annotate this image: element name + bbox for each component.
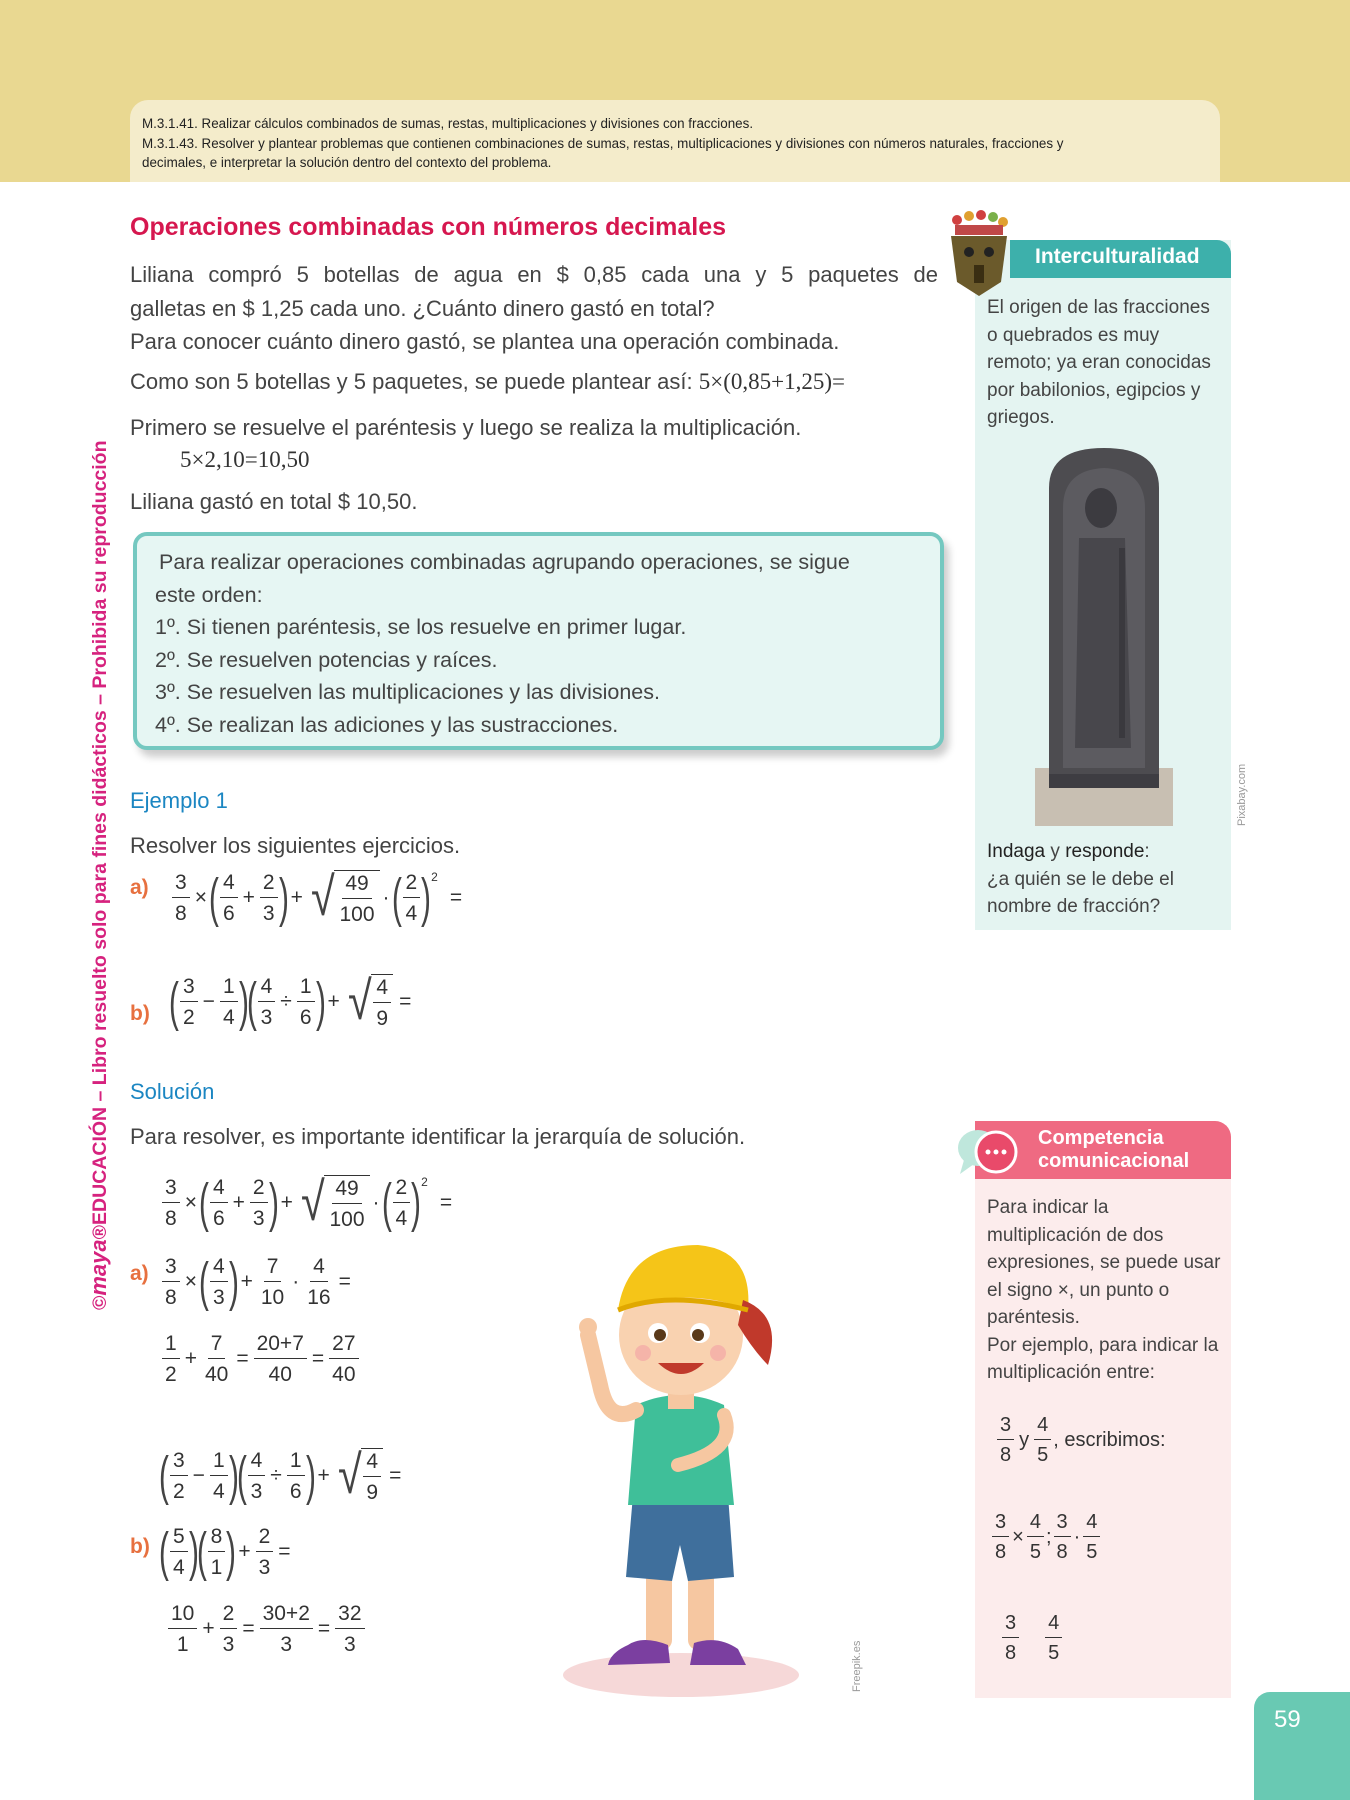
page-number: 59 <box>1254 1692 1350 1800</box>
babylonian-stele-image <box>1035 448 1173 826</box>
objective-2-cont: decimales, e interpretar la solución dentro del contexto del problema. <box>142 155 552 170</box>
intercultural-text: El origen de las fracciones o quebrados es muy remoto; ya eran conocidas por babilonios, egipcios y griegos. <box>987 297 1211 428</box>
multiplication-result: 5×2,10=10,50 <box>180 447 310 472</box>
problem-answer: Liliana gastó en total $ 10,50. <box>130 489 418 514</box>
solution-a-label: a) <box>130 1262 149 1285</box>
solution-instruction: Para resolver, es importante identificar la jerarquía de solución. <box>130 1124 746 1149</box>
speech-bubble-icon <box>956 1124 1020 1180</box>
order-of-operations-box: Para realizar operaciones combinadas agrupando operaciones, se sigue este orden: 1º. Si tienen paréntesis, se los resuelve en primer lugar. 2º. Se resuelven potencias y raíces. 3º. Se resuelven las multiplicaciones y las divisiones. 4º. Se realizan las adiciones y las sustracciones. <box>133 532 944 750</box>
combined-expression: 5×(0,85+1,25)= <box>698 369 845 394</box>
parentheses-notation-example: $\frac{3}{8}$ $\frac{4}{5}$ <box>1000 1613 1064 1663</box>
example-instruction: Resolver los siguientes ejercicios. <box>130 833 461 858</box>
exercise-a-expression: $\frac{3}{8}$ × ( $\frac{4}{6}$ + $\frac{2}{3}$ ) + √ $\frac{49}{100}$ · ( $\frac{2}{4}$ ) 2 = <box>170 870 465 925</box>
solution-b-step-1: ( $\frac{3}{2}$ − $\frac{1}{4}$ ) ( $\frac{4}{3}$ ÷ $\frac{1}{6}$ ) + √ $\frac{4}{9}$ = <box>159 1445 402 1506</box>
intercultural-question: Indaga y responde: ¿a quién se le debe el nombre de fracción? <box>987 841 1174 917</box>
copyright-notice: ©maya®EDUCACIÓN – Libro resuelto solo para fines didácticos – Prohibida su reproducción <box>86 440 111 1310</box>
multiplication-notation-example: $\frac{3}{8}$ × $\frac{4}{5}$ ; $\frac{3}{8}$ · $\frac{4}{5}$ <box>990 1512 1102 1562</box>
brand-logo: maya <box>86 1239 111 1296</box>
rule-item: 2º. Se resuelven potencias y raíces. <box>155 647 498 672</box>
pixabay-credit: Pixabay.com <box>1236 763 1248 826</box>
objective-2: M.3.1.43. Resolver y plantear problemas que contienen combinaciones de sumas, restas, multiplicaciones y divisiones con números naturales, fracciones y <box>142 135 1064 151</box>
boy-illustration <box>548 1215 818 1705</box>
example-heading: Ejemplo 1 <box>130 788 228 813</box>
problem-line-3: Para conocer cuánto dinero gastó, se plantea una operación combinada. <box>130 329 840 354</box>
exercise-b-label: b) <box>130 1002 150 1025</box>
intercultural-title: Interculturalidad <box>1010 240 1231 278</box>
communication-text: Para indicar la multiplicación de dos expresiones, se puede usar el signo ×, un punto o paréntesis. Por ejemplo, para indicar la multiplicación entre: <box>987 1197 1221 1383</box>
problem-line-4: Como son 5 botellas y 5 paquetes, se puede plantear así: 5×(0,85+1,25)= <box>130 369 845 394</box>
section-title: Operaciones combinadas con números decimales <box>130 213 727 241</box>
rule-item: 3º. Se resuelven las multiplicaciones y las divisiones. <box>155 680 660 704</box>
problem-line-2: galletas en $ 1,25 cada uno. ¿Cuánto dinero gastó en total? <box>130 296 715 321</box>
solution-b-step-2: ( $\frac{5}{4}$ ) ( $\frac{8}{1}$ ) + $\frac{2}{3}$ = <box>159 1522 291 1582</box>
communication-title: Competencia comunicacional <box>975 1121 1231 1179</box>
solution-heading: Solución <box>130 1079 215 1104</box>
solution-a-step-1: $\frac{3}{8}$ × ( $\frac{4}{6}$ + $\frac{2}{3}$ ) + √ $\frac{49}{100}$ · ( $\frac{2}{4}$ ) 2 = <box>160 1175 455 1230</box>
exercise-b-expression: ( $\frac{3}{2}$ − $\frac{1}{4}$ ) ( $\frac{4}{3}$ ÷ $\frac{1}{6}$ ) + √ $\frac{4}{9}$ = <box>169 971 412 1032</box>
tribal-mask-icon <box>945 210 1013 300</box>
problem-line-5: Primero se resuelve el paréntesis y luego se realiza la multiplicación. <box>130 415 802 440</box>
solution-a-step-2: $\frac{3}{8}$ × ( $\frac{4}{3}$ ) + $\frac{7}{10}$ · $\frac{4}{16}$ = <box>160 1255 354 1309</box>
learning-objectives <box>130 100 1220 182</box>
rule-item: 4º. Se realizan las adiciones y las sustracciones. <box>155 712 619 737</box>
fractions-example: $\frac{3}{8}$ y $\frac{4}{5}$ , escribimos: <box>995 1415 1166 1465</box>
solution-a-step-3: $\frac{1}{2}$ + $\frac{7}{40}$ = $\frac{20+7}{40}$ = $\frac{27}{40}$ <box>160 1333 361 1385</box>
problem-line-1: Liliana compró 5 botellas de agua en $ 0,85 cada una y 5 paquetes de <box>130 262 938 287</box>
rule-item: 1º. Si tienen paréntesis, se los resuelve en primer lugar. <box>155 615 687 639</box>
solution-b-step-3: $\frac{10}{1}$ + $\frac{2}{3}$ = $\frac{30+2}{3}$ = $\frac{32}{3}$ <box>166 1603 367 1655</box>
freepik-credit: Freepik.es <box>851 1640 863 1692</box>
exercise-a-label: a) <box>130 876 149 899</box>
objective-1: M.3.1.41. Realizar cálculos combinados de sumas, restas, multiplicaciones y divisiones con fracciones. <box>142 116 754 131</box>
solution-b-label: b) <box>130 1535 150 1558</box>
